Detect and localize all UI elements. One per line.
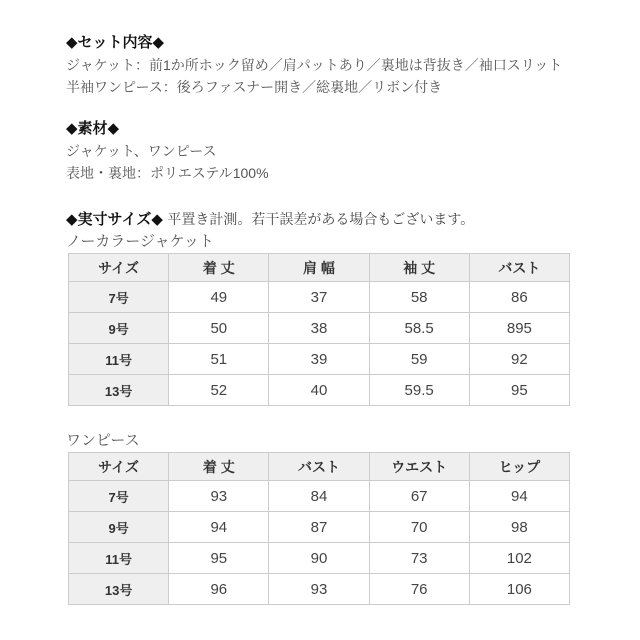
- row-size-label: 11号: [69, 344, 169, 375]
- table-row: [69, 375, 570, 406]
- table-cell: 59: [369, 344, 469, 375]
- table-cell: 50: [169, 313, 269, 344]
- set-contents-onepiece-line: 半袖ワンピース：後ろファスナー開き／総裏地／リボン付き: [66, 79, 443, 95]
- table-cell: 52: [169, 375, 269, 406]
- table-cell: 98: [469, 512, 569, 543]
- table-cell: 38: [269, 313, 369, 344]
- jacket-size-table: [68, 253, 570, 406]
- table-cell: 70: [369, 512, 469, 543]
- table-cell: 39: [269, 344, 369, 375]
- table-cell: 106: [469, 574, 569, 605]
- table-header-cell: 着 丈: [169, 254, 269, 282]
- table-cell: 95: [469, 375, 569, 406]
- table-row: [69, 282, 570, 313]
- table-cell: 76: [369, 574, 469, 605]
- table-cell: 92: [469, 344, 569, 375]
- table-cell: 40: [269, 375, 369, 406]
- table-cell: 895: [469, 313, 569, 344]
- table-header-cell: サイズ: [69, 453, 169, 481]
- section-set-contents: [66, 32, 610, 98]
- table-header-row: [69, 453, 570, 481]
- set-contents-title: ◆セット内容◆: [66, 34, 165, 51]
- row-size-label: 13号: [69, 375, 169, 406]
- table-cell: 93: [169, 481, 269, 512]
- table-cell: 86: [469, 282, 569, 313]
- table-cell: 93: [269, 574, 369, 605]
- table-cell: 51: [169, 344, 269, 375]
- set-contents-jacket-line: ジャケット：前1か所ホック留め／肩パットあり／裏地は背抜き／袖口スリット: [66, 57, 563, 73]
- table-cell: 87: [269, 512, 369, 543]
- table-header-cell: 肩 幅: [269, 254, 369, 282]
- size-title: ◆実寸サイズ◆: [66, 211, 163, 228]
- table-cell: 49: [169, 282, 269, 313]
- table-row: [69, 344, 570, 375]
- table-cell: 58.5: [369, 313, 469, 344]
- table-header-row: [69, 254, 570, 282]
- table-header-cell: 着 丈: [169, 453, 269, 481]
- row-size-label: 7号: [69, 481, 169, 512]
- table-header-cell: サイズ: [69, 254, 169, 282]
- table-header-cell: 袖 丈: [369, 254, 469, 282]
- row-size-label: 9号: [69, 512, 169, 543]
- size-heading: [66, 208, 610, 231]
- material-title: ◆素材◆: [66, 120, 120, 137]
- table-header-cell: バスト: [469, 254, 569, 282]
- table-row: [69, 512, 570, 543]
- section-material: [66, 118, 610, 184]
- table-cell: 94: [469, 481, 569, 512]
- table-cell: 90: [269, 543, 369, 574]
- row-size-label: 13号: [69, 574, 169, 605]
- material-fabric-line: 表地・裏地：ポリエステル100%: [66, 165, 269, 181]
- table-cell: 96: [169, 574, 269, 605]
- jacket-table-label: ノーカラージャケット: [66, 233, 214, 250]
- section-size: [66, 208, 610, 605]
- table-cell: 59.5: [369, 375, 469, 406]
- table-row: [69, 481, 570, 512]
- onepiece-table-label: ワンピース: [66, 432, 140, 449]
- size-note: 平置き計測。若干誤差がある場合もございます。: [167, 211, 475, 227]
- table-cell: 73: [369, 543, 469, 574]
- row-size-label: 9号: [69, 313, 169, 344]
- row-size-label: 11号: [69, 543, 169, 574]
- table-cell: 102: [469, 543, 569, 574]
- table-header-cell: ウエスト: [369, 453, 469, 481]
- table-cell: 37: [269, 282, 369, 313]
- onepiece-size-table: [68, 452, 570, 605]
- table-cell: 58: [369, 282, 469, 313]
- table-cell: 95: [169, 543, 269, 574]
- table-header-cell: バスト: [269, 453, 369, 481]
- row-size-label: 7号: [69, 282, 169, 313]
- table-header-cell: ヒップ: [469, 453, 569, 481]
- table-row: [69, 313, 570, 344]
- table-row: [69, 543, 570, 574]
- table-row: [69, 574, 570, 605]
- table-cell: 84: [269, 481, 369, 512]
- material-items-line: ジャケット、ワンピース: [66, 143, 217, 159]
- table-cell: 94: [169, 512, 269, 543]
- table-cell: 67: [369, 481, 469, 512]
